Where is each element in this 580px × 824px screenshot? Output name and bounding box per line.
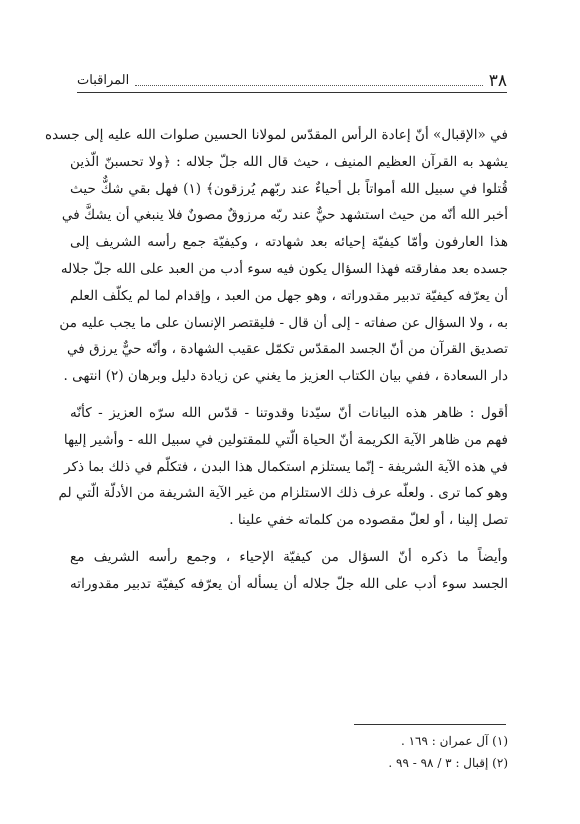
running-title: المراقبات [77,73,130,88]
text-line: هذا العارفون وأمّا كيفيّة إحيائه بعد شهادته ، وكيفيّة جمع رأسه الشريف إلى [70,234,508,251]
page-number: ٣٨ [488,71,507,91]
text-line: تصديق القرآن من أنّ الجسد المقدّس تكمّل عقيب الشهادة ، وأنّه حيٌّ يرزق في [66,341,508,358]
paragraph-3 [70,544,508,598]
text-line: فهم من ظاهر الآية الكريمة أنّ الحياة الّتي للمقتولين في سبيل الله - وأشير إليها [63,431,508,448]
text-line: قُتلوا في سبيل الله أمواتاً بل أحياءٌ عند ربّهم يُرزقون﴾ (١) فهل بقي شكٌّ حيث [70,180,508,197]
text-line: دار السعادة ، ففي بيان الكتاب العزيز ما يغني عن زيادة دليل وبرهان (٢) انتهى . [63,368,508,385]
text-line: الجسد سوء أدب على الله جلّ جلاله أن يسأله أن يعرّفه كيفيّة تدبير مقدوراته [70,575,508,592]
paragraph-1 [45,122,508,390]
text-line: أن يعرّفه كيفيّة تدبير مقدوراته ، وهو جهل من العبد ، وإقدام لما لم يكلّف العلم [70,287,508,304]
page-body [45,122,508,598]
text-line: وأيضاً ما ذكره أنّ السؤال من كيفيّة الإحياء ، وجمع رأسه الشريف مع [70,548,508,565]
text-line: جسده بعد مفارقته فهذا السؤال يكون فيه سوء أدب من العبد على الله جلّ جلاله [60,260,508,277]
text-line: وهو كما ترى . ولعلّه عرف ذلك الاستلزام من غير الآية الشريفة من الأدلّة الّتي لم [58,485,508,502]
header-dot-leader [135,85,483,86]
text-line: أخبر الله أنّه من حيث استشهد حيٌّ عند ربّه مرزوقٌ مصونٌ فلا ينبغي أن يشكَّ في [61,207,508,224]
text-line: في «الإقبال» أنّ إعادة الرأس المقدّس لمولانا الحسين صلوات الله عليه إلى جسده [45,127,508,143]
footnote-1: (١) آل عمران : ١٦٩ . [400,734,508,748]
footnote-2: (٢) إقبال : ٣ / ٩٨ - ٩٩ . [388,756,508,770]
paragraph-gap [70,390,508,400]
text-line: في هذه الآية الشريفة - إنّما يستلزم استكمال هذا البدن ، فتكلّم في ذلك بما ذكر [64,458,508,475]
paragraph-2 [58,400,508,534]
text-line: يشهد به القرآن العظيم المنيف ، حيث قال الله جلّ جلاله : ﴿ولا تحسبنّ الّذين [70,153,508,170]
paragraph-gap [70,534,508,544]
footnote-separator [354,724,506,725]
page-header [77,66,507,93]
text-line: تصل إلينا ، أو لعلّ مقصوده من كلماته خفي علينا . [229,512,508,529]
text-line: أقول : ظاهر هذه البيانات أنّ سيّدنا وقدوتنا - قدّس الله سرّه العزيز - كأنّه [70,404,508,421]
text-line: به ، ولا السؤال عن صفاته - إلى أن قال - فليقتصر الإنسان على ما يجب عليه من [59,314,508,331]
